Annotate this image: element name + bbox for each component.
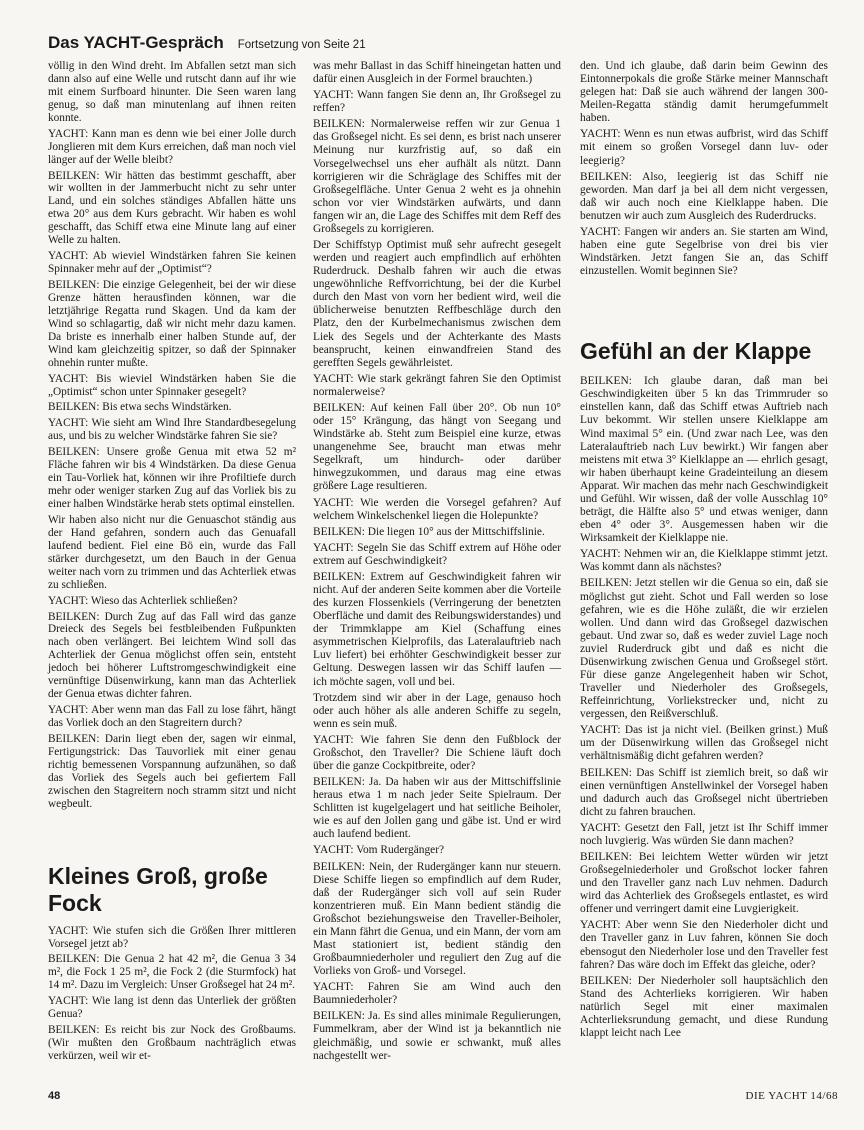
paragraph: BEILKEN: Bei leichtem Wetter würden wir jetzt Großsegelniederholer und Großschot locker fahren und den Traveller ganz nach Luv nehmen. Dadurch wird das Achterliek des Großsegels entlastet, es wird offener und verringert damit eine Luvgierigkeit. [580,850,828,916]
paragraph: YACHT: Ab wieviel Windstärken fahren Sie keinen Spinnaker mehr auf der „Optimist“? [48,250,296,276]
paragraph: BEILKEN: Es reicht bis zur Nock des Großbaums. (Wir mußten den Großbaum nachträglich etwas verkürzen, weil wir et- [48,1024,296,1062]
paragraph: YACHT: Wie sieht am Wind Ihre Standardbesegelung aus, und bis zu welcher Windstärke fahren Sie sie? [48,417,296,443]
paragraph: YACHT: Wie werden die Vorsegel gefahren? Auf welchem Winkelschenkel liegen die Holepunkte? [313,496,561,522]
issue-label: DIE YACHT 14/68 [745,1090,838,1102]
paragraph: YACHT: Segeln Sie das Schiff extrem auf Höhe oder extrem auf Geschwindigkeit? [313,541,561,567]
paragraph: Wir haben also nicht nur die Genuaschot ständig aus der Hand gefahren, sondern auch das Genuafall laufend bedient. Fiel eine Bö ein, wurde das Fall stärker durchgesetzt, um den Bauch in der Genua weiter nach vorn zu trimmen und das Achterliek etwas zu schließen. [48,513,296,591]
paragraph: BEILKEN: Die liegen 10° aus der Mittschiffslinie. [313,525,545,538]
paragraph: YACHT: Wieso das Achterliek schließen? [48,594,238,607]
paragraph: völlig in den Wind dreht. Im Abfallen setzt man sich dann also auf eine Welle und rutscht dann auf ihr wie mit einem Surfboard hinunter. Die Seen waren lang genug, so daß man minutenlang auf ihnen reiten konnte. [48,60,296,124]
paragraph: BEILKEN: Darin liegt eben der, sagen wir einmal, Fertigungstrick: Das Tauvorliek mit einer genau richtig bemessenen Vorspannung aufzunähen, so daß das Vorliek des Segels auch bei gefiertem Fall zwischen den Stagreitern noch stramm sitzt und nicht wegbeult. [48,732,296,810]
paragraph: YACHT: Wie stufen sich die Größen Ihrer mittleren Vorsegel jetzt ab? [48,924,296,950]
continuation-note: Fortsetzung von Seite 21 [237,39,366,51]
paragraph: den. Und ich glaube, daß darin beim Gewinn des Eintonnerpokals die große Stärke meiner Mannschaft gelegen hat: Daß sie auch während der langen 300-Meilen-Regatta ständig damit herumgefummelt haben. [580,60,828,125]
paragraph: BEILKEN: Also, leegierig ist das Schiff nie geworden. Man darf ja bei all dem nicht vergessen, daß wir auch noch eine Kielklappe haben. Die benutzen wir auch zum Ausgleich des Ruderdrucks. [580,170,828,222]
paragraph: was mehr Ballast in das Schiff hineingetan hatten und dafür einen Ausgleich in der Formel brauchten.) [313,60,561,86]
paragraph: BEILKEN: Bis etwa sechs Windstärken. [48,401,232,414]
paragraph: YACHT: Fangen wir anders an. Sie starten am Wind, haben eine gute Segelbrise von drei bis vier Windstärken. Jetzt fangen Sie an, das Schiff einzustellen. Womit beginnen Sie? [580,225,828,278]
page-header [48,33,838,55]
paragraph: YACHT: Kann man es denn wie bei einer Jolle durch Jonglieren mit dem Kurs erreichen, daß man noch viel länger auf der Welle bleibt? [48,127,296,166]
subheading: Kleines Groß, große Fock [48,862,268,916]
paragraph: YACHT: Gesetzt den Fall, jetzt ist Ihr Schiff immer noch luvgierig. Was würden Sie dann machen? [580,821,828,847]
paragraph: YACHT: Wenn es nun etwas aufbrist, wird das Schiff mit einem so großen Vorsegel dann luv- oder leegierig? [580,128,828,167]
paragraph: Trotzdem sind wir aber in der Lage, genauso hoch oder auch höher als alle anderen Schiffe zu segeln, wenn es sein muß. [313,691,561,730]
paragraph: BEILKEN: Wir hätten das bestimmt geschafft, aber wir wollten in der Jammerbucht nicht zu sehr unter Land, und ein solches ständiges Abfallen hätte uns etwa 20° aus dem Kurs gebracht. Wir haben es wohl geschafft, das Schiff etwa eine Minute lang auf einer Welle zu halten. [48,169,296,247]
paragraph: YACHT: Nehmen wir an, die Kielklappe stimmt jetzt. Was kommt dann als nächstes? [580,548,828,574]
paragraph: BEILKEN: Auf keinen Fall über 20°. Ob nun 10° oder 15° Krängung, das hängt von Seegang und Windstärke ab. Steht zum Beispiel eine kurze, etwas unangenehme See, braucht man etwas mehr Segelkraft, um hindurch- oder darüber hinwegzukommen, und daraus mag eine etwas größere Lage resultieren. [313,401,561,493]
section-title: Das YACHT-Gespräch [48,33,224,52]
paragraph: BEILKEN: Ja. Es sind alles minimale Regulierungen, Fummelkram, aber der Wind ist ja bekanntlich nie gleichmäßig, und sowie er schwankt, muß alles nachgestellt wer- [313,1010,561,1062]
paragraph: YACHT: Das ist ja nicht viel. (Beilken grinst.) Muß um der Düsenwirkung willen das Großsegel nicht verhältnismäßig dicht gefahren werden? [580,724,828,763]
paragraph: BEILKEN: Normalerweise reffen wir zur Genua 1 das Großsegel nicht. Es sei denn, es brist nach unserer Meinung nur kurzfristig auf, so daß ein Vorsegelwechsel uns eher aufhält als nützt. Dann korrigieren wir die Schräglage des Schiffes mit der Großsegelfläche. Unter Genua 2 weht es ja ohnehin schon vor vier Windstärken aufwärts, und dann fangen wir an, die Lage des Schiffes mit dem Reff des Großsegels zu korrigieren. [313,118,561,235]
paragraph: BEILKEN: Durch Zug auf das Fall wird das ganze Dreieck des Segels bei festbleibenden Fußpunkten nach oben verlängert. Bei leichtem Wind soll das Achterliek der Genua möglichst offen sein, entsteht jedoch bei höherer Luftstromgeschwindigkeit eine vernünftige Düsenwirkung, kann man das Achterliek der Genua etwas dichter fahren. [48,610,296,701]
paragraph: BEILKEN: Die einzige Gelegenheit, bei der wir diese Grenze hätten herausfinden können, war die letztjährige Regatta rund Skagen. Und da kam der Wind so schlagartig, daß wir nicht mehr dazu kamen. Da briste es innerhalb einer halben Stunde auf, der Wind kam gleichzeitig spitzer, so daß der Spinnaker ohnehin runter mußte. [48,279,296,369]
paragraph: BEILKEN: Nein, der Rudergänger kann nur steuern. Diese Schiffe liegen so empfindlich auf dem Ruder, daß der Rudergänger sich voll auf sein Ruder konzentrieren muß. Ein Mann bedient ständig die Großschot beziehungsweise den Traveller-Beiholer, ein Mann fährt die Genua, und ein Mann, der vorn am Mast stationiert ist, bedient ständig den Großbaumniederholer und reguliert den Zug auf die Vorlieks von Groß- und Vorsegel. [313,860,561,978]
text-column-2 [313,60,561,1066]
paragraph: BEILKEN: Der Niederholer soll hauptsächlich den Stand des Achterlieks korrigieren. Wir haben natürlich Segel mit einer maximalen Achterlieksrundung gemacht, und diese Rundung klappt leicht nach Lee [580,974,828,1039]
paragraph: YACHT: Aber wenn man das Fall zu lose fährt, hängt das Vorliek doch an den Stagreitern durch? [48,704,296,729]
paragraph: BEILKEN: Extrem auf Geschwindigkeit fahren wir nicht. Auf der anderen Seite kommen aber die Vorteile des kurzen Flossenkiels (Verringerung der benetzten Oberfläche und damit des Reibungswiderstandes) und der Trimmklappe am Kiel (Schaffung eines asymmetrischen Kielprofils, das Lateralauftrieb nach Luv liefert) bei erhöhter Geschwindigkeit besser zur Geltung. Deswegen lassen wir das Schiff laufen — ich möchte sagen, voll und bei. [313,570,561,688]
paragraph: YACHT: Wie fahren Sie denn den Fußblock der Großschot, den Traveller? Die Schiene läuft doch über die ganze Cockpitbreite, oder? [313,733,561,772]
paragraph: YACHT: Wie stark gekrängt fahren Sie den Optimist normalerweise? [313,372,561,398]
paragraph: YACHT: Aber wenn Sie den Niederholer dicht und den Traveller ganz in Luv fahren, können Sie doch ebensogut den Niederholer lose und den Traveller fest fahren? Das wäre doch im Effekt das gleiche, oder? [580,919,828,971]
paragraph: BEILKEN: Das Schiff ist ziemlich breit, so daß wir einen vernünftigen Anstellwinkel der Vorsegel haben und dadurch auch das Großsegel nicht übertrieben dicht zu fahren brauchen. [580,766,828,818]
paragraph: BEILKEN: Die Genua 2 hat 42 m², die Genua 3 34 m², die Fock 1 25 m², die Fock 2 (die Sturmfock) hat 14 m². Dazu im Vergleich: Unser Großsegel hat 24 m². [48,953,296,992]
paragraph: YACHT: Fahren Sie am Wind auch den Baumniederholer? [313,981,561,1007]
paragraph: BEILKEN: Unsere große Genua mit etwa 52 m² Fläche fahren wir bis 4 Windstärken. Da diese Genua ein Tau-Vorliek hat, können wir ihre Profiltiefe durch mehr oder weniger starken Zug auf das Vorliek bis zu einer halben Windstärke herab stets optimal einstellen. [48,446,296,510]
text-column-3 [580,60,828,1043]
paragraph: YACHT: Wann fangen Sie denn an, Ihr Großsegel zu reffen? [313,89,561,115]
paragraph: YACHT: Vom Rudergänger? [313,844,445,857]
paragraph: BEILKEN: Ja. Da haben wir aus der Mittschiffslinie heraus etwa 1 m nach jeder Seite Spielraum. Der Schlitten ist kugelgelagert und hat seitliche Beiholer, wie es auf den Jollen gang und gäbe ist. Und er wird auch laufend bedient. [313,776,561,841]
page-number: 48 [48,1090,61,1102]
paragraph: BEILKEN: Jetzt stellen wir die Genua so ein, daß sie möglichst gut zieht. Schot und Fall werden so lose gefahren, wie es die Höhe zuläßt, die wir erzielen wollen. Und dann wird das Großsegel dazwischen gebaut. Und zwar so, daß es weder zuviel Lage noch zuviel Ruderdruck gibt und daß es nicht die Düsenwirkung zwischen Genua und Großsegel stört. Für diese ganze Angelegenheit haben wir Schot, Traveller und Niederholer des Großsegels, Reffeinrichtung, Vorliekstrecker und, nicht zu vergessen, den Reißverschluß. [580,577,828,721]
paragraph: BEILKEN: Ich glaube daran, daß man bei Geschwindigkeiten über 5 kn das Trimmruder so einstellen kann, daß das Schiff etwas Auftrieb nach Luv bekommt. Wir stellen unsere Kielklappe am Wind maximal 5° ein. (Und zwar nach Lee, was den Lateralauftrieb nach Luv bewirkt.) Wir fangen aber meistens mit etwa 3° Kielklappe an — ehrlich gesagt, wir haben überhaupt keine Gradeinteilung an diesem Apparat. Wir machen das mehr nach Geschwindigkeit und Gefühl. Wir wissen, daß der volle Ausschlag 10° beträgt, die Hälfte also 5° und etwas weniger, dann eben 4° oder 3°. Ausgemessen haben wir die Wirksamkeit der Kielklappe nie. [580,375,828,545]
paragraph: YACHT: Bis wieviel Windstärken haben Sie die „Optimist“ schon unter Spinnaker gesegelt? [48,372,296,398]
paragraph: Der Schiffstyp Optimist muß sehr aufrecht gesegelt werden und reagiert auch empfindlich auf erhöhten Ruderdruck. Deshalb fahren wir auch die etwas ungewöhnliche Reffvorrichtung, bei der die Kurbel durch den Mast von vorn her bedient wird, weil die üblicherweise benutzten Reffbeschläge durch den Platz, den der Kurbelmechanismus zwischen dem Liek des Segels und der Achterkante des Masts beansprucht, keinen einwandfreien Stand des gerefften Segels gewährleistet. [313,239,561,369]
paragraph: YACHT: Wie lang ist denn das Unterliek der größten Genua? [48,995,296,1021]
text-column-1 [48,60,296,1066]
subheading: Gefühl an der Klappe [580,338,812,365]
